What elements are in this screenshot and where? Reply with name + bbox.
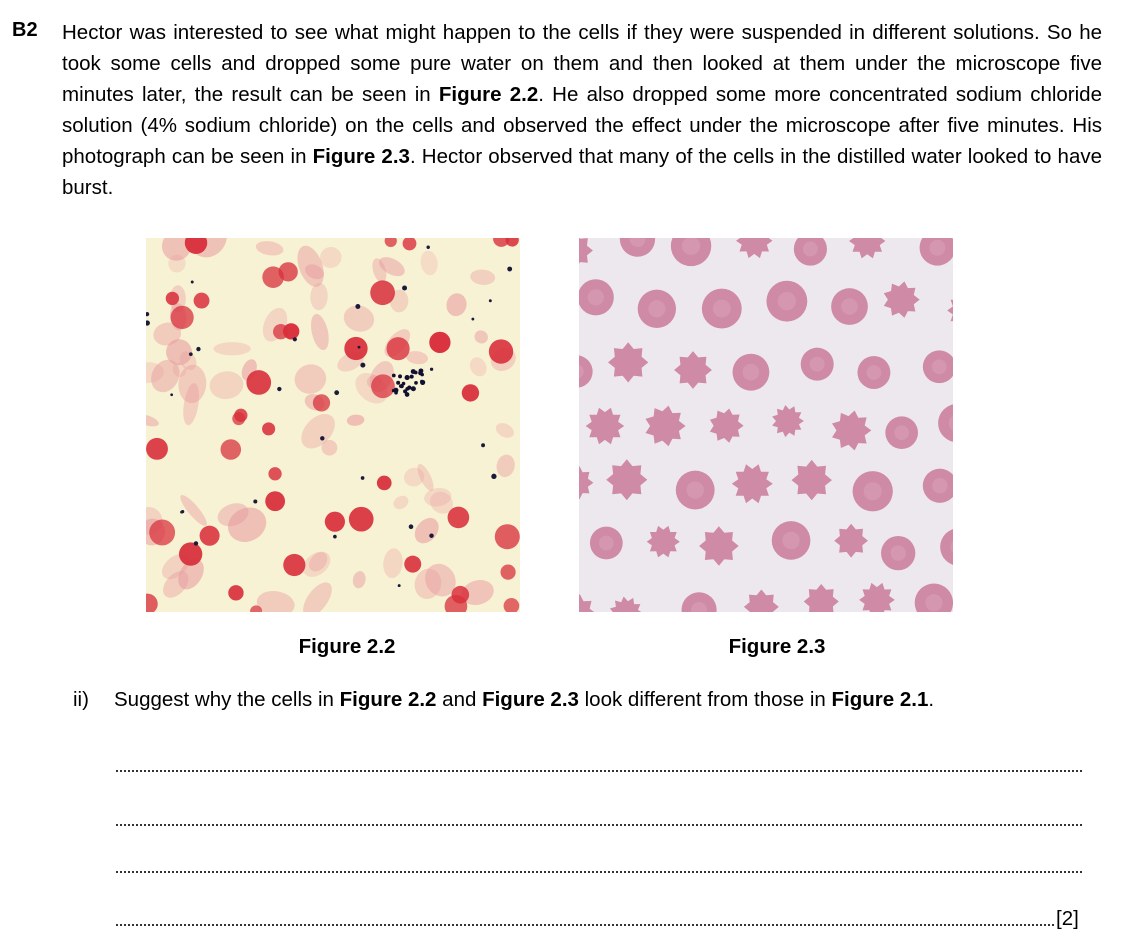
sub-question bbox=[73, 688, 934, 712]
figure-2-2-caption: Figure 2.2 bbox=[298, 635, 396, 658]
intro-text-1: Hector was interested to see what might happen to the cells if they were suspended in different solutions. So he took some cells and dropped some pure water on them and then looked at them under the microscope five minutes later, the result can be seen in bbox=[62, 21, 1102, 106]
subq-text-2: and bbox=[436, 688, 483, 711]
answer-line[interactable] bbox=[116, 824, 1082, 826]
answer-line[interactable] bbox=[116, 924, 1054, 926]
subq-text-3: look different from those in bbox=[578, 688, 832, 711]
intro-figure-ref-2-3: Figure 2.3 bbox=[312, 145, 410, 168]
answer-line[interactable] bbox=[116, 770, 1082, 772]
sub-question-number: ii) bbox=[73, 688, 89, 711]
answer-line[interactable] bbox=[116, 871, 1082, 873]
crenated-cells-micrograph bbox=[579, 238, 953, 612]
figure-2-3-photo bbox=[579, 238, 953, 612]
marks-label: [2] bbox=[1056, 907, 1079, 930]
subq-figure-ref-2-2: Figure 2.2 bbox=[339, 688, 437, 711]
subq-figure-ref-2-3: Figure 2.3 bbox=[482, 688, 579, 711]
intro-figure-ref-2-2: Figure 2.2 bbox=[438, 83, 539, 106]
intro-text-2: . He also dropped some more concentrated sodium chloride solution (4% sodium chloride) on the cells and observed the effect under the microscope after five minutes. His photograph can be seen in bbox=[62, 83, 1102, 168]
subq-text-1: Suggest why the cells in bbox=[114, 688, 340, 711]
subq-text-4: . bbox=[928, 688, 935, 711]
intro-text-3: . Hector observed that many of the cells in the distilled water looked to have burst. bbox=[62, 145, 1102, 199]
figure-2-2-photo bbox=[146, 238, 520, 612]
question-number: B2 bbox=[12, 19, 38, 41]
figure-2-3-caption: Figure 2.3 bbox=[728, 635, 826, 658]
burst-cells-micrograph bbox=[146, 238, 520, 612]
subq-figure-ref-2-1: Figure 2.1 bbox=[831, 688, 929, 711]
question-intro bbox=[62, 17, 1102, 203]
